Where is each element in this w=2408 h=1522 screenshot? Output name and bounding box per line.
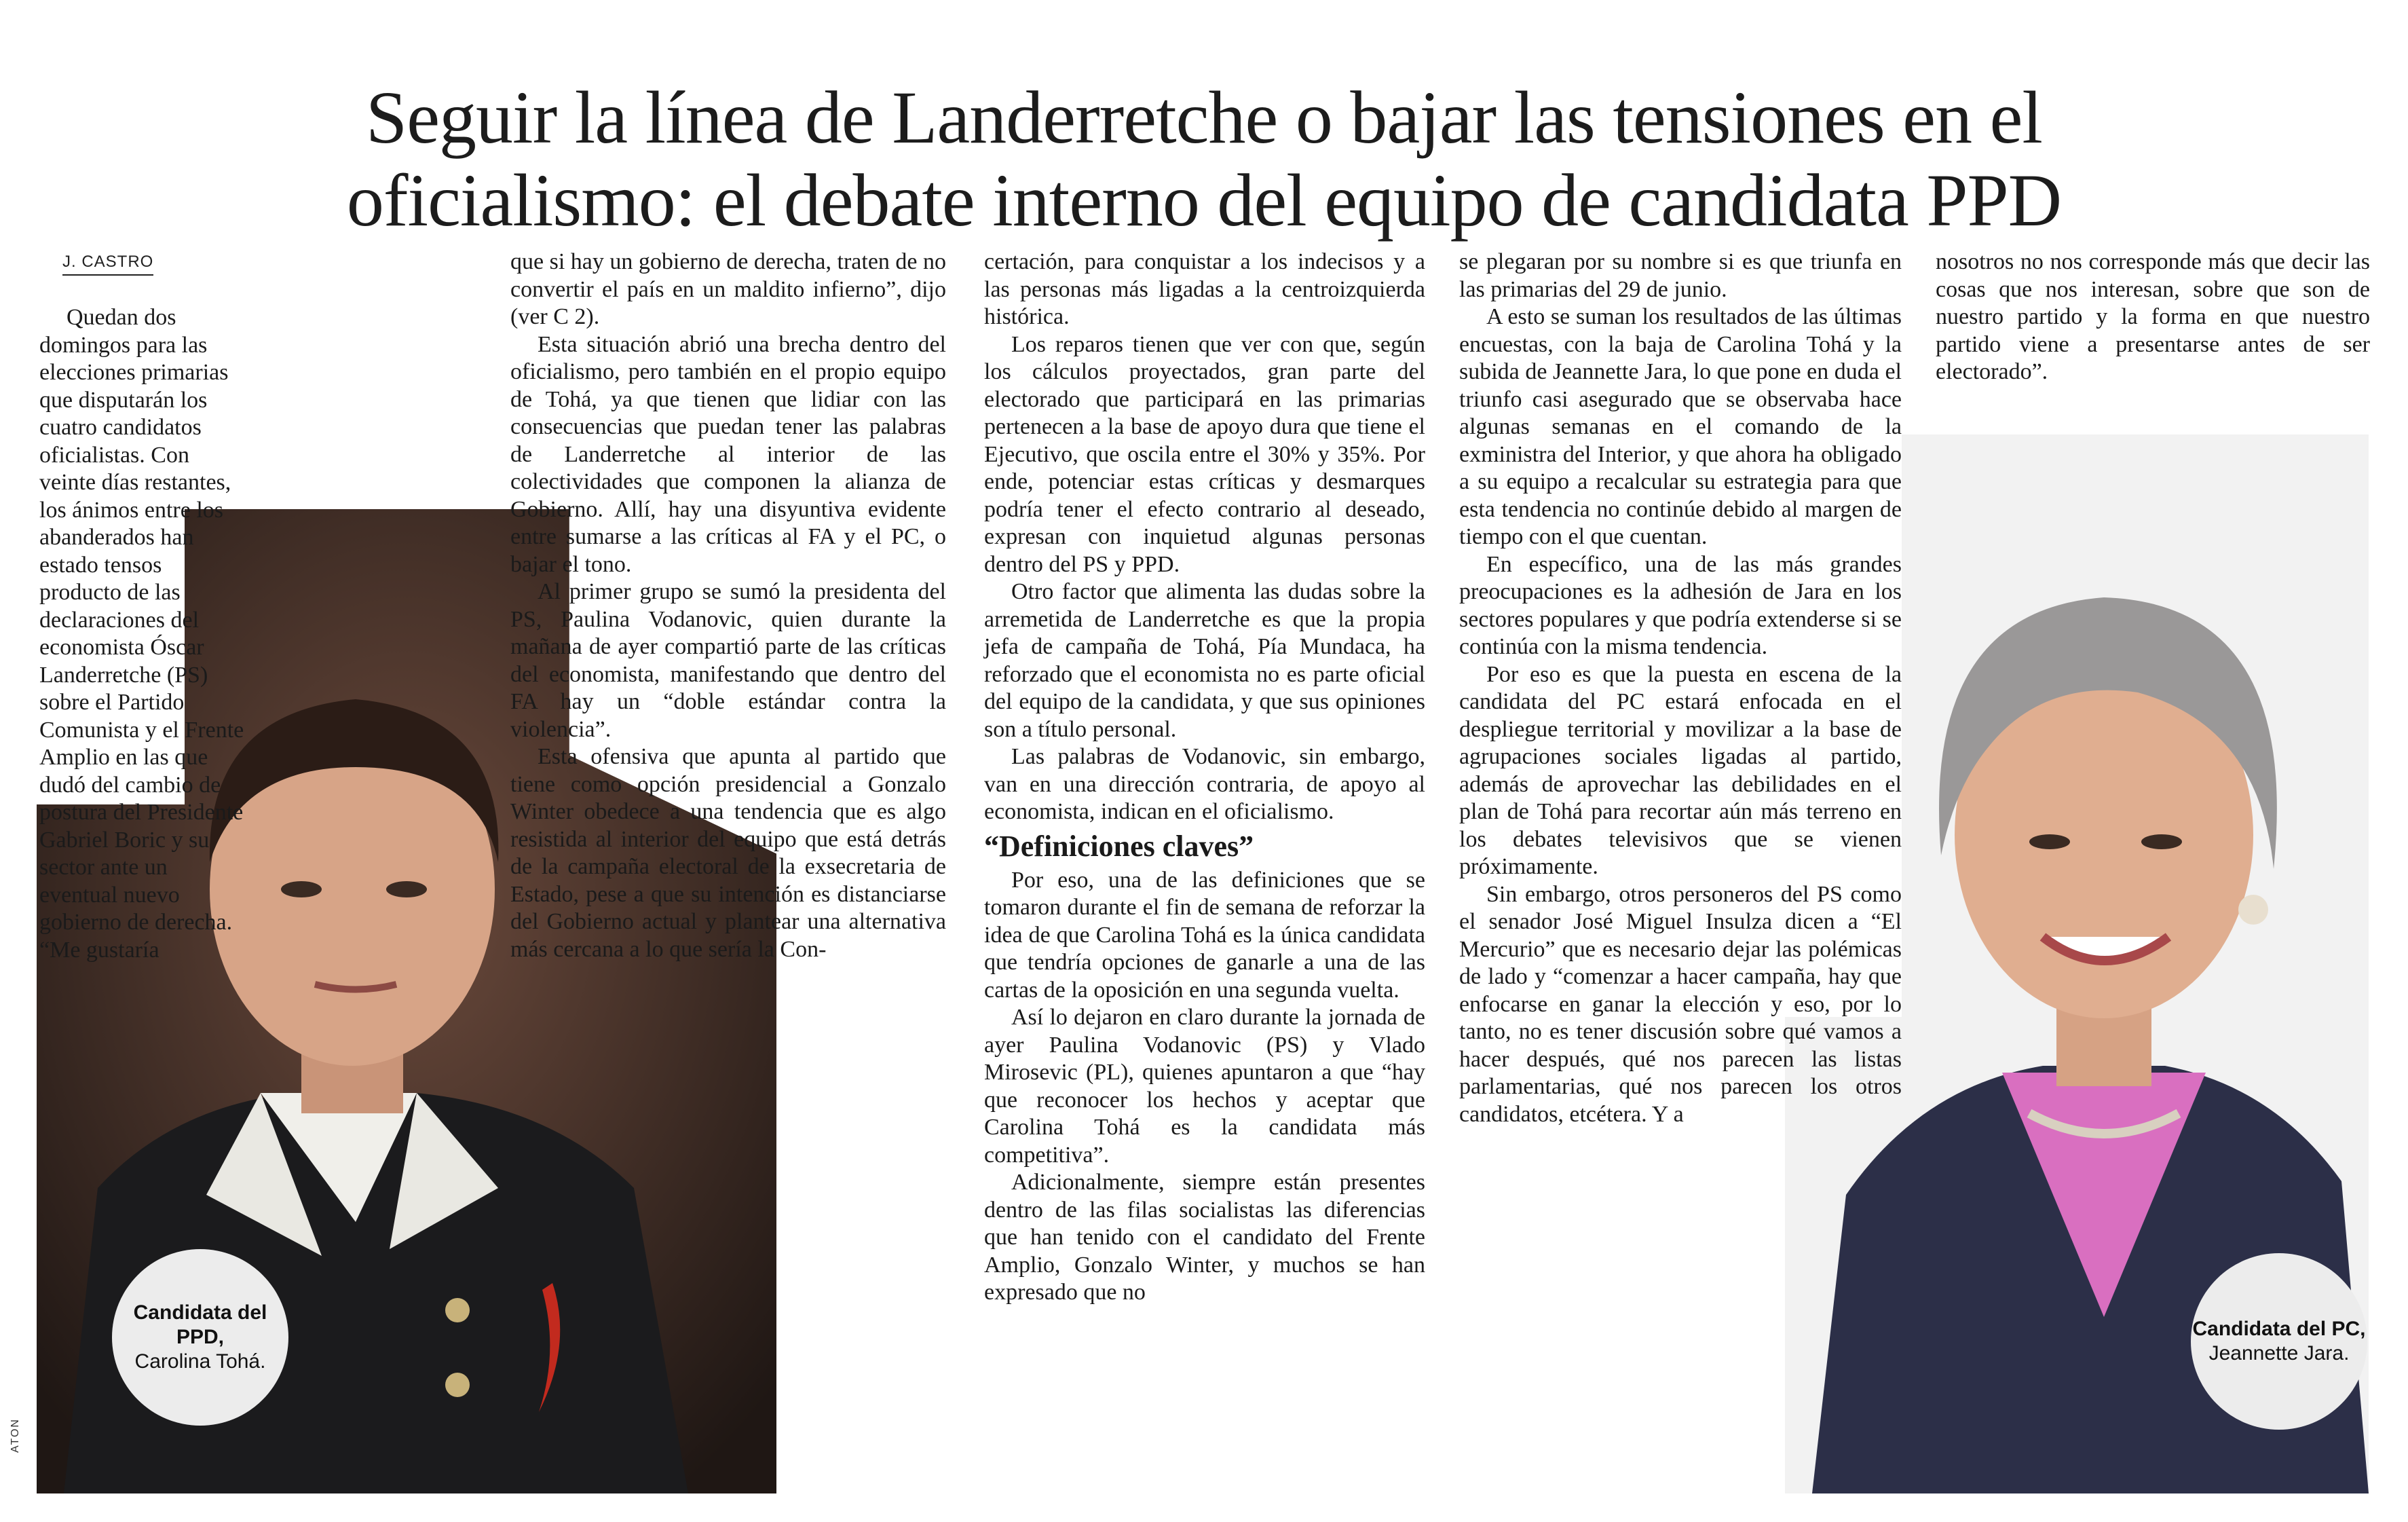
paragraph: se plegaran por su nombre si es que triunfa en las primarias del 29 de junio. <box>1459 249 1902 302</box>
section-subheading: “Definiciones claves” <box>984 829 1254 863</box>
photo-credit: ATON <box>10 1418 21 1453</box>
paragraph: Otro factor que alimenta las dudas sobre la arremetida de Landerretche es que la propia jefa de campaña de Tohá, Pía Mundaca, ha reforzado que el economista no es parte oficial del equipo de la candidata, y que sus opiniones son a título personal. <box>984 579 1425 742</box>
headline-line-2: oficialismo: el debate interno del equipo de candidata PPD <box>346 158 2062 242</box>
paragraph: Al primer grupo se sumó la presidenta del PS, Paulina Vodanovic, quien durante la mañana de ayer compartió parte de las críticas del economista, manifestando que dentro del FA hay un “doble estándar contra la violencia”. <box>510 579 946 742</box>
paragraph: Esta ofensiva que apunta al partido que tiene como opción presidencial a Gonzalo Winter obedece a una tendencia que es algo resistida al interior del equipo que está detrás de la campaña electoral de la exsecretaria de Estado, pese a que su intención es distanciarse del Gobierno actual y plantear una alternativa más cercana a lo que sería la Con- <box>510 744 946 962</box>
caption-name: Jeannette Jara. <box>2208 1342 2350 1365</box>
headline <box>0 76 2408 242</box>
paragraph: certación, para conquistar a los indecisos y a las personas más ligadas a la centroizquierda histórica. <box>984 249 1425 329</box>
article-column-1 <box>39 304 244 964</box>
paragraph: Por eso, una de las definiciones que se tomaron durante el fin de semana de reforzar la idea de que Carolina Tohá es la única candidata que tendría opciones de ganarle a una de las cartas de la oposición en una segunda vuelta. <box>984 867 1425 1003</box>
paragraph: A esto se suman los resultados de las últimas encuestas, con la baja de Carolina Tohá y la subida de Jeannette Jara, lo que pone en duda el triunfo casi asegurado que se observaba hace algunas semanas en el comando de la exministra del Interior, y que ahora ha obligado a su equipo a recalcular su estrategia para que esta tendencia no continúe debido al margen de tiempo con el que cuentan. <box>1459 304 1902 549</box>
photo-caption-right <box>2191 1253 2367 1430</box>
paragraph: Adicionalmente, siempre están presentes dentro de las filas socialistas las diferencias que han tenido con el candidato del Frente Amplio, Gonzalo Winter, y muchos se han expresado que no <box>984 1170 1425 1305</box>
photo-caption-left <box>112 1249 288 1426</box>
paragraph: Por eso es que la puesta en escena de la candidata del PC estará enfocada en el despliegue territorial y movilizar a la base de agrupaciones sociales ligadas al partido, además de aprovechar las debilidades en el plan de Tohá para recortar aún más terreno en los debates televisivos que se vienen próximamente. <box>1459 661 1902 879</box>
paragraph: nosotros no nos corresponde más que decir las cosas que nos interesan, sobre que son de nuestro partido y la forma en que nuestro partido viene a presentarse antes de ser electorado”. <box>1936 249 2370 384</box>
article-column-5 <box>1936 248 2370 386</box>
paragraph: Sin embargo, otros personeros del PS como el senador José Miguel Insulza dicen a “El Mercurio” que es necesario dejar las polémicas de lado y “comenzar a hacer campaña, hay que enfocarse en ganar la elección y eso, por lo tanto, no es tener discusión sobre qué vamos a hacer después, qué nos parecen las listas parlamentarias, qué nos parecen los otros candidatos, etcétera. Y a <box>1459 881 1902 1127</box>
article-column-4 <box>1459 248 1902 1128</box>
paragraph: Así lo dejaron en claro durante la jornada de ayer Paulina Vodanovic (PS) y Vlado Mirosevic (PL), quienes apuntaron a que “hay que reconocer los hechos y aceptar que Carolina Tohá es la candidata más competitiva”. <box>984 1005 1425 1168</box>
caption-name: Carolina Tohá. <box>134 1350 266 1373</box>
paragraph: Quedan dos domingos para las elecciones primarias que disputarán los cuatro candidatos oficialistas. Con veinte días restantes, los ánimos entre los abanderados han estado tensos producto de las declaraciones del economista Óscar Landerretche (PS) sobre el Partido Comunista y el Frente Amplio en las que dudó del cambio de postura del Presidente Gabriel Boric y su sector ante un eventual nuevo gobierno de derecha. “Me gustaría <box>39 305 244 963</box>
caption-title: Candidata del PPD, <box>133 1301 267 1348</box>
headline-line-1: Seguir la línea de Landerretche o bajar las tensiones en el <box>366 75 2042 159</box>
paragraph: que si hay un gobierno de derecha, traten de no convertir el país en un maldito infierno”, dijo (ver C 2). <box>510 249 946 329</box>
paragraph: Las palabras de Vodanovic, sin embargo, van en una dirección contraria, de apoyo al economista, indican en el oficialismo. <box>984 744 1425 824</box>
paragraph: Esta situación abrió una brecha dentro del oficialismo, pero también en el propio equipo de Tohá, ya que tienen que lidiar con las consecuencias que puedan tener las palabras de Landerretche al interior de las colectividades que componen la alianza de Gobierno. Allí, hay una disyuntiva evidente entre sumarse a las críticas al FA y el PC, o bajar el tono. <box>510 331 946 577</box>
paragraph: Los reparos tienen que ver con que, según los cálculos proyectados, gran parte del electorado que participará en las primarias pertenecen a la base de apoyo dura que tiene el Ejecutivo, que oscila entre el 30% y 35%. Por ende, potenciar estas críticas y desmarques podría tener el efecto contrario al deseado, expresan con inquietud algunas personas dentro del PS y PPD. <box>984 331 1425 577</box>
article-column-2 <box>510 248 946 963</box>
article-column-3 <box>984 248 1425 1307</box>
paragraph: En específico, una de las más grandes preocupaciones es la adhesión de Jara en los sectores populares y que podría extenderse si se continúa con la misma tendencia. <box>1459 551 1902 659</box>
caption-title: Candidata del PC, <box>2192 1318 2366 1340</box>
byline: J. CASTRO <box>62 253 153 276</box>
